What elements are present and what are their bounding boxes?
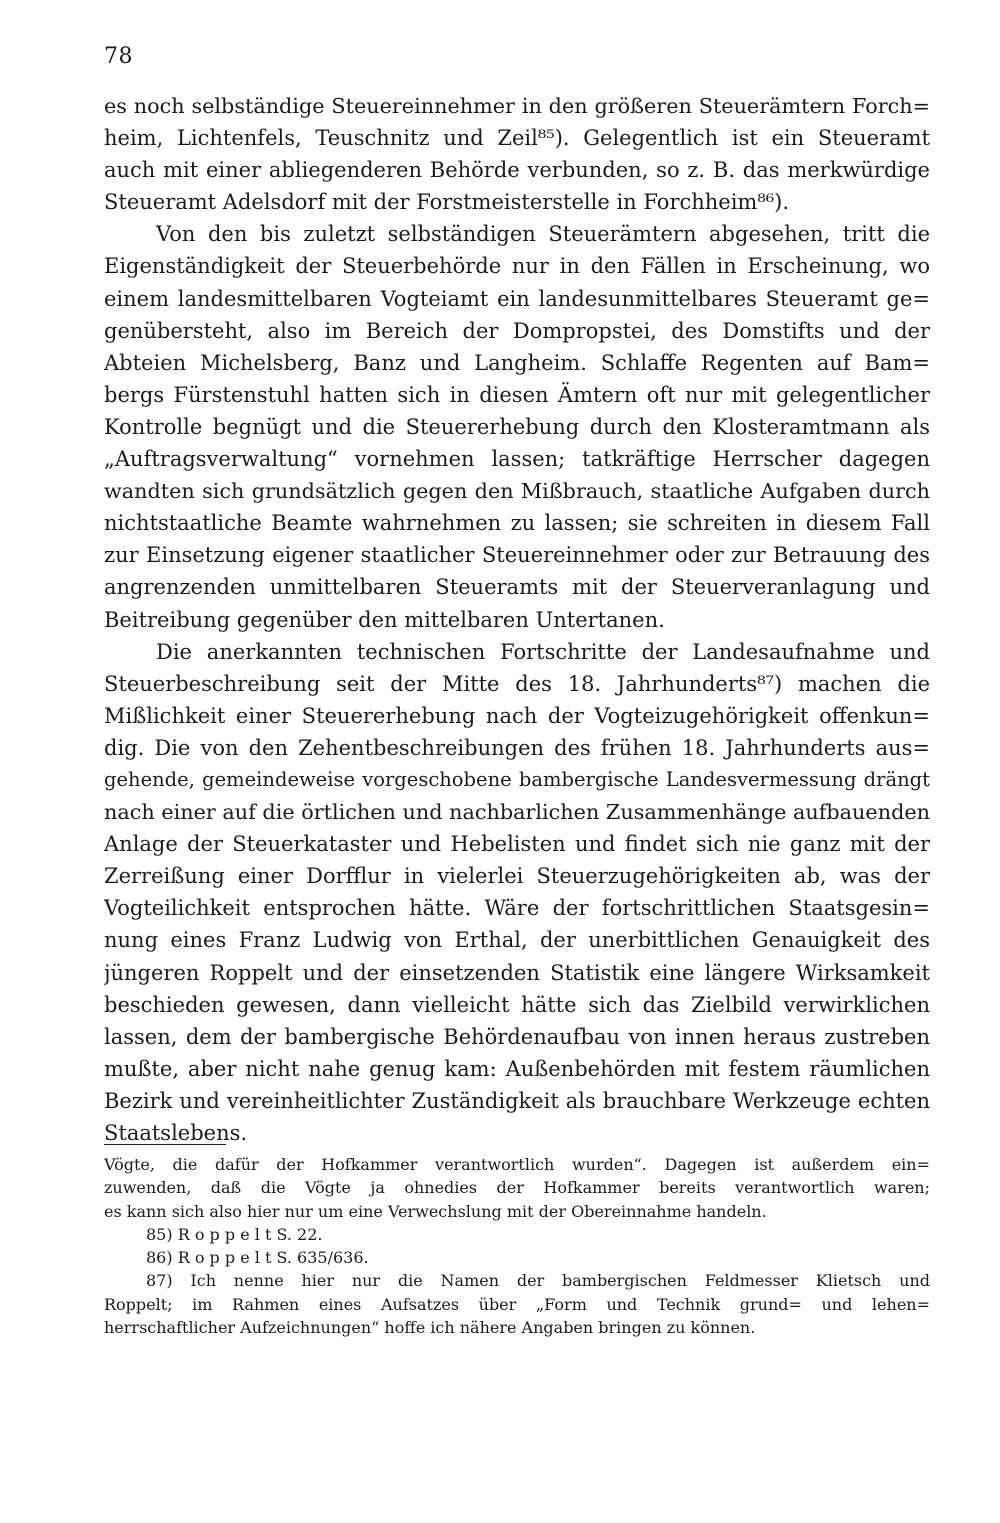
text-line: Abteien Michelsberg, Banz und Langheim. Schlaffe Regenten auf Bam= bbox=[104, 350, 930, 375]
text-line: bergs Fürstenstuhl hatten sich in diesen Ämtern oft nur mit gelegentlicher bbox=[104, 382, 930, 407]
text-line: nung eines Franz Ludwig von Erthal, der unerbittlichen Genauigkeit des bbox=[104, 928, 930, 953]
body-text bbox=[104, 90, 930, 1149]
text-line: auch mit einer abliegenderen Behörde verbunden, so z. B. das merkwürdige bbox=[104, 158, 930, 183]
text-line: zur Einsetzung eigener staatlicher Steuereinnehmer oder zur Betrauung des bbox=[104, 543, 930, 568]
text-line: „Auftragsverwaltung“ vornehmen lassen; tatkräftige Herrscher dagegen bbox=[104, 447, 930, 472]
footnote-line: es kann sich also hier nur um eine Verwechslung mit der Obereinnahme handeln. bbox=[104, 1201, 767, 1221]
text-line: Staatslebens. bbox=[104, 1121, 248, 1145]
text-line: Beitreibung gegenüber den mittelbaren Untertanen. bbox=[104, 607, 665, 632]
text-line: Zerreißung einer Dorfflur in vielerlei Steuerzugehörigkeiten ab, was der bbox=[104, 864, 930, 889]
footnote-line: Roppelt; im Rahmen eines Aufsatzes über „Form und Technik grund= und lehen= bbox=[104, 1294, 930, 1314]
text-line: nach einer auf die örtlichen und nachbarlichen Zusammenhänge aufbauenden bbox=[104, 800, 930, 825]
footnote-line: herrschaftlicher Aufzeichnungen“ hoffe ich nähere Angaben bringen zu können. bbox=[104, 1318, 756, 1338]
footnote-line: 87) Ich nenne hier nur die Namen der bambergischen Feldmesser Klietsch und bbox=[146, 1271, 930, 1291]
footnote-line: 85) R o p p e l t S. 22. bbox=[146, 1224, 323, 1244]
text-line: es noch selbständige Steuereinnehmer in den größeren Steuerämtern Forch= bbox=[104, 94, 930, 118]
text-line: Bezirk und vereinheitlichter Zuständigkeit als brauchbare Werkzeuge echten bbox=[104, 1088, 930, 1113]
text-line: heim, Lichtenfels, Teuschnitz und Zeil⁸⁵). Gelegentlich ist ein Steueramt bbox=[104, 126, 930, 151]
footnote-line: Vögte, die dafür der Hofkammer verantwortlich wurden“. Dagegen ist außerdem ein= bbox=[104, 1155, 930, 1174]
footnote-line: 86) R o p p e l t S. 635/636. bbox=[146, 1248, 369, 1268]
text-line: Vogteilichkeit entsprochen hätte. Wäre der fortschrittlichen Staatsgesin= bbox=[104, 896, 930, 921]
text-line: dig. Die von den Zehentbeschreibungen des frühen 18. Jahrhunderts aus= bbox=[104, 735, 930, 760]
text-line: Kontrolle begnügt und die Steuererhebung durch den Klosteramtmann als bbox=[104, 414, 930, 439]
text-line: wandten sich grundsätzlich gegen den Mißbrauch, staatliche Aufgaben durch bbox=[104, 479, 930, 504]
page-number: 78 bbox=[104, 44, 133, 69]
text-line: Steueramt Adelsdorf mit der Forstmeisterstelle in Forchheim⁸⁶). bbox=[104, 190, 790, 215]
footnotes bbox=[104, 1153, 930, 1339]
text-line: angrenzenden unmittelbaren Steueramts mit der Steuerveranlagung und bbox=[104, 575, 930, 600]
text-line: Eigenständigkeit der Steuerbehörde nur in den Fällen in Erscheinung, wo bbox=[104, 254, 930, 279]
text-line: beschieden gewesen, dann vielleicht hätte sich das Zielbild verwirklichen bbox=[104, 992, 930, 1017]
footnote-line: zuwenden, daß die Vögte ja ohnedies der Hofkammer bereits verantwortlich waren; bbox=[104, 1178, 930, 1198]
text-line: jüngeren Roppelt und der einsetzenden Statistik eine längere Wirksamkeit bbox=[104, 960, 930, 985]
text-line: lassen, dem der bambergische Behördenaufbau von innen heraus zustreben bbox=[104, 1024, 930, 1049]
text-line: mußte, aber nicht nahe genug kam: Außenbehörden mit festem räumlichen bbox=[104, 1056, 930, 1081]
footnote-separator bbox=[104, 1144, 226, 1145]
text-line: Von den bis zuletzt selbständigen Steuerämtern abgesehen, tritt die bbox=[156, 222, 930, 247]
text-line: einem landesmittelbaren Vogteiamt ein landesunmittelbares Steueramt ge= bbox=[104, 286, 930, 311]
text-line: Anlage der Steuerkataster und Hebelisten und findet sich nie ganz mit der bbox=[104, 832, 930, 857]
text-line: Steuerbeschreibung seit der Mitte des 18. Jahrhunderts⁸⁷) machen die bbox=[104, 671, 930, 696]
text-line: Mißlichkeit einer Steuererhebung nach der Vogteizugehörigkeit offenkun= bbox=[104, 703, 930, 728]
text-line: Die anerkannten technischen Fortschritte der Landesaufnahme und bbox=[156, 639, 930, 664]
text-line: genübersteht, also im Bereich der Dompropstei, des Domstifts und der bbox=[104, 318, 930, 343]
text-line: nichtstaatliche Beamte wahrnehmen zu lassen; sie schreiten in diesem Fall bbox=[104, 511, 930, 536]
text-line: gehende, gemeindeweise vorgeschobene bambergische Landesvermessung drängt bbox=[104, 767, 930, 791]
